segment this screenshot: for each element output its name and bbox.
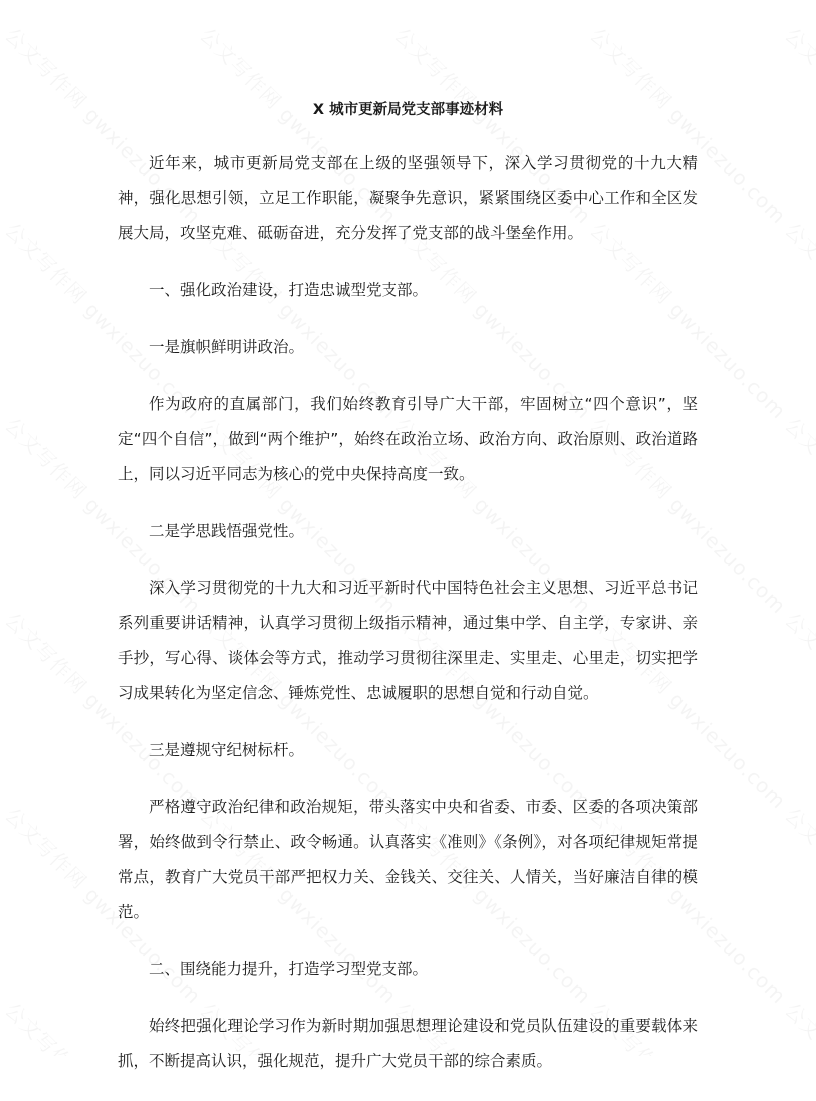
document-page xyxy=(118,96,698,1101)
watermark-text xyxy=(779,605,816,814)
section-heading-2: 二、围绕能力提升，打造学习型党支部。 xyxy=(149,960,429,978)
paragraph-body-4: 始终把强化理论学习作为新时期加强思想理论建设和党员队伍建设的重要载体来抓，不断提高认识，强化规范，提升广大党员干部的综合素质。 xyxy=(118,1017,698,1070)
paragraph-body-2: 深入学习贯彻党的十九大和习近平新时代中国特色社会主义思想、习近平总书记系列重要讲话精神，认真学习贯彻上级指示精神，通过集中学、自主学，专家讲、亲手抄，写心得、谈体会等方式，推动学习贯彻往深里走、实里走、心里走，切实把学习成果转化为坚定信念、锤炼党性、忠诚履职的思想自觉和行动自觉。 xyxy=(118,579,698,702)
document-title: X 城市更新局党支部事迹材料 xyxy=(312,102,504,118)
subheading-3: 三是遵规守纪树标杆。 xyxy=(149,741,305,759)
watermark-text xyxy=(779,410,816,619)
subheading-1: 一是旗帜鲜明讲政治。 xyxy=(149,338,305,356)
watermark-text xyxy=(779,215,816,424)
watermark-text xyxy=(779,800,816,1009)
paragraph-body-1: 作为政府的直属部门，我们始终教育引导广大干部，牢固树立“四个意识”，坚定“四个自信”，做到“两个维护”，始终在政治立场、政治方向、政治原则、政治道路上，同以习近平同志为核心的党中央保持高度一致。 xyxy=(118,395,698,483)
subheading-2: 二是学思践悟强党性。 xyxy=(149,522,305,540)
watermark-text xyxy=(779,995,816,1056)
section-heading-1: 一、强化政治建设，打造忠诚型党支部。 xyxy=(149,281,429,299)
paragraph-intro: 近年来，城市更新局党支部在上级的坚强领导下，深入学习贯彻党的十九大精神，强化思想引领，立足工作职能，凝聚争先意识，紧紧围绕区委中心工作和全区发展大局，攻坚克难、砥砺奋进，充分发挥了党支部的战斗堡垒作用。 xyxy=(118,154,698,242)
watermark-text xyxy=(779,20,816,229)
paragraph-body-3: 严格遵守政治纪律和政治规矩，带头落实中央和省委、市委、区委的各项决策部署，始终做到令行禁止、政令畅通。认真落实《准则》《条例》，对各项纪律规矩常提常点，教育广大党员干部严把权力关、金钱关、交往关、人情关，当好廉洁自律的模范。 xyxy=(118,798,698,921)
